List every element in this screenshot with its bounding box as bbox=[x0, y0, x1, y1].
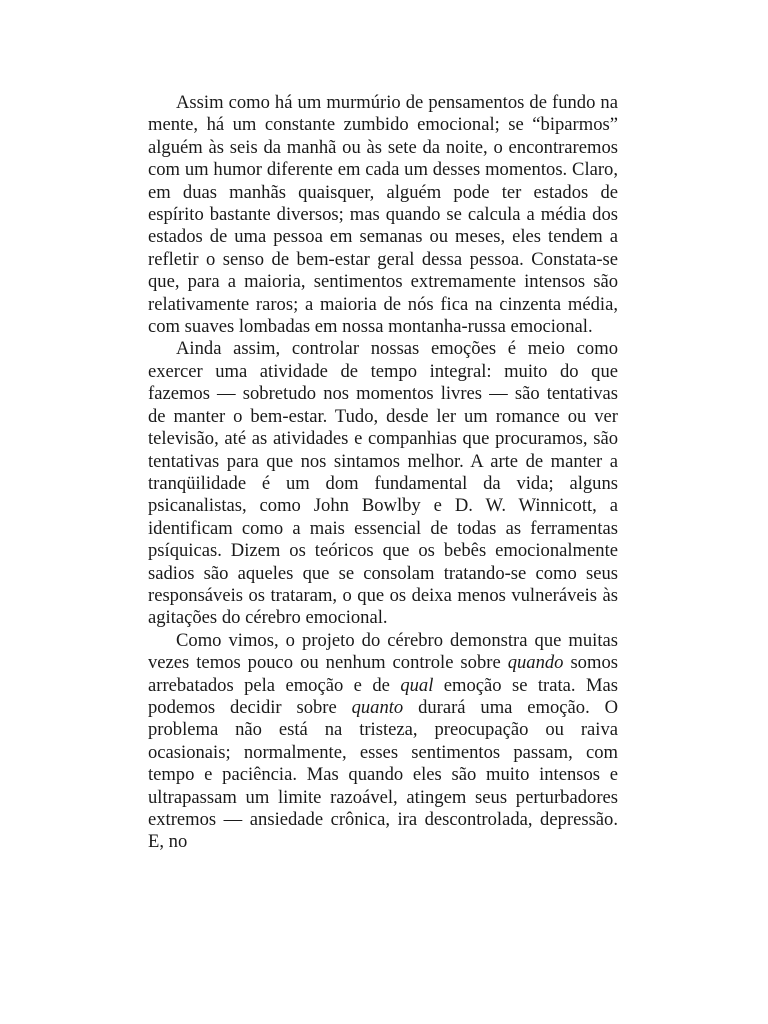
paragraph-emotional-hum: Assim como há um murmúrio de pensamentos de fundo na mente, há um constante zumbido emocional; se “biparmos” alguém às seis da manhã ou às sete da noite, o encontraremos com um humor diferente em cada um desses momentos. Claro, em duas manhãs quaisquer, alguém pode ter estados de espírito bastante diversos; mas quando se calcula a média dos estados de uma pessoa em semanas ou meses, eles tendem a refletir o senso de bem-estar geral dessa pessoa. Constata-se que, para a maioria, sentimentos extremamente intensos são relativamente raros; a maioria de nós fica na cinzenta média, com suaves lombadas em nossa montanha-russa emocional. bbox=[148, 92, 618, 338]
text-segment: somos arrebatados pela emoção e de bbox=[148, 652, 618, 696]
book-page bbox=[148, 92, 618, 854]
text-segment: Como vimos, o projeto do cérebro demonstra que muitas vezes temos pouco ou nenhum controle sobre bbox=[148, 629, 618, 674]
emphasis-qual: qual bbox=[400, 674, 434, 696]
emphasis-quanto: quanto bbox=[351, 696, 404, 718]
emphasis-quando: quando bbox=[507, 652, 564, 674]
paragraph-brain-design bbox=[148, 630, 618, 854]
text-segment: emoção se trata. Mas podemos decidir sobre bbox=[148, 674, 618, 718]
text-segment: durará uma emoção. O problema não está na tristeza, preocupação ou raiva ocasionais; normalmente, esses sentimentos passam, com tempo e paciência. Mas quando eles são muito intensos e ultrapassam um limite razoável, atingem seus perturbadores extremos — ansiedade crônica, ira descontrolada, depressão. E, no bbox=[148, 696, 619, 853]
paragraph-controlling-emotions: Ainda assim, controlar nossas emoções é meio como exercer uma atividade de tempo integral: muito do que fazemos — sobretudo nos momentos livres — são tentativas de manter o bem-estar. Tudo, desde ler um romance ou ver televisão, até as atividades e companhias que procuramos, são tentativas para que nos sintamos melhor. A arte de manter a tranqüilidade é um dom fundamental da vida; alguns psicanalistas, como John Bowlby e D. W. Winnicott, a identificam como a mais essencial de todas as ferramentas psíquicas. Dizem os teóricos que os bebês emocionalmente sadios são aqueles que se consolam tratando-se como seus responsáveis os trataram, o que os deixa menos vulneráveis às agitações do cérebro emocional. bbox=[148, 338, 618, 629]
